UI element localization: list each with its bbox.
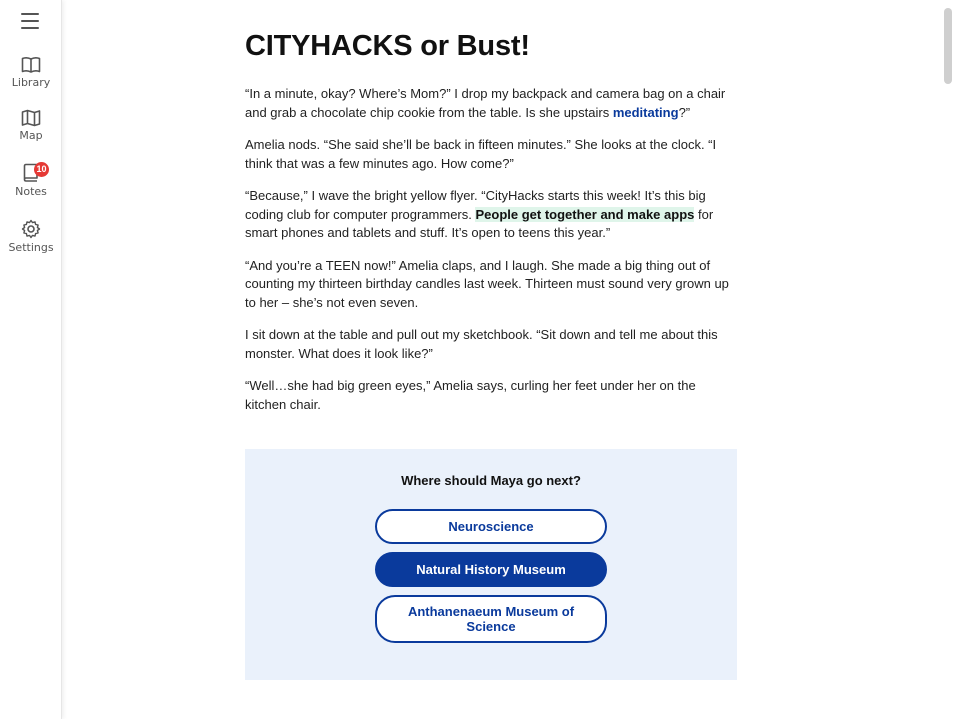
paragraph: I sit down at the table and pull out my sketchbook. “Sit down and tell me about this monster. What does it look like?” <box>245 327 718 361</box>
paragraph: Amelia nods. “She said she’ll be back in fifteen minutes.” She looks at the clock. “I think that was a few minutes ago. How come?” <box>245 137 717 171</box>
paragraph <box>245 85 740 122</box>
page-title: CITYHACKS or Bust! <box>245 30 530 62</box>
choice-button-neuroscience[interactable]: Neuroscience <box>375 509 607 544</box>
highlighted-text[interactable]: People get together and make apps <box>475 206 695 222</box>
paragraph: “Well…she had big green eyes,” Amelia says, curling her feet under her on the kitchen chair. <box>245 378 696 412</box>
paragraph <box>245 187 740 243</box>
sidebar-item-label: Settings <box>8 241 54 254</box>
choice-panel <box>245 449 737 680</box>
paragraph-text: “Because,” I wave the bright yellow flyer. “CityHacks starts this week! It’s this big coding club for computer programmers. <box>245 188 706 222</box>
sidebar <box>0 0 62 719</box>
sidebar-item-map[interactable] <box>0 109 62 142</box>
sidebar-item-label: Map <box>19 129 43 142</box>
article <box>245 30 740 428</box>
sidebar-item-notes[interactable] <box>0 163 62 198</box>
choice-prompt: Where should Maya go next? <box>401 473 581 488</box>
paragraph-text: for smart phones and tablets and stuff. It’s open to teens this year.” <box>245 206 714 240</box>
glossary-link-meditating[interactable]: meditating <box>612 104 679 120</box>
sidebar-item-library[interactable] <box>0 56 62 89</box>
choice-button-anthanenaeum-museum[interactable]: Anthanenaeum Museum of Science <box>375 595 607 643</box>
paragraph-text: “In a minute, okay? Where’s Mom?” I drop my backpack and camera bag on a chair and grab a chocolate chip cookie from the table. Is she upstairs <box>245 86 726 120</box>
sidebar-item-label: Library <box>11 76 51 89</box>
scrollbar-thumb[interactable] <box>944 8 952 84</box>
book-open-icon <box>21 56 41 74</box>
notification-badge: 10 <box>34 162 49 177</box>
choice-button-natural-history-museum[interactable]: Natural History Museum <box>375 552 607 587</box>
map-icon <box>21 109 41 127</box>
sidebar-item-label: Notes <box>15 185 47 198</box>
paragraph-text: ?” <box>678 104 691 120</box>
hamburger-menu-icon[interactable] <box>21 13 39 29</box>
sidebar-item-settings[interactable] <box>0 219 62 254</box>
paragraph: “And you’re a TEEN now!” Amelia claps, and I laugh. She made a big thing out of counting my thirteen birthday candles last week. Thirteen must sound very grown up to her – she’s not even seven. <box>245 257 729 310</box>
gear-icon <box>21 219 41 239</box>
